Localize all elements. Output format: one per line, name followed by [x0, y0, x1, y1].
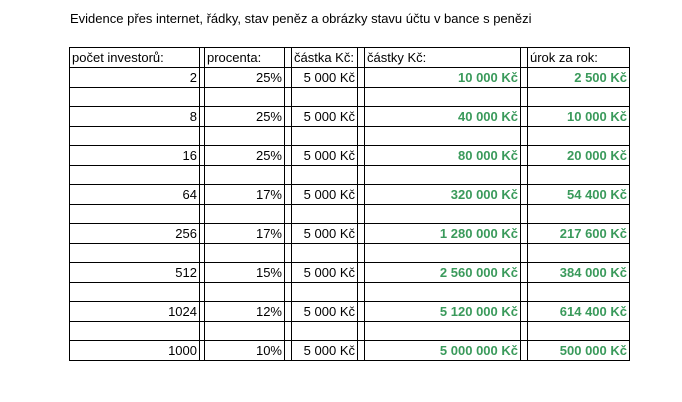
- interest-cell: 217 600 Kč: [528, 224, 630, 244]
- spacer-cell: [521, 48, 528, 68]
- empty-cell: [285, 88, 292, 107]
- empty-row: [70, 322, 630, 341]
- empty-cell: [365, 205, 521, 224]
- spacer-cell: [521, 107, 528, 127]
- empty-cell: [205, 283, 285, 302]
- empty-cell: [285, 322, 292, 341]
- total-cell: 40 000 Kč: [365, 107, 521, 127]
- spacer-cell: [358, 302, 365, 322]
- amount-cell: 5 000 Kč: [292, 68, 358, 88]
- spacer-cell: [521, 146, 528, 166]
- spacer-cell: [521, 263, 528, 283]
- empty-cell: [205, 88, 285, 107]
- empty-cell: [292, 127, 358, 146]
- empty-cell: [205, 205, 285, 224]
- total-cell: 10 000 Kč: [365, 68, 521, 88]
- total-cell: 2 560 000 Kč: [365, 263, 521, 283]
- empty-cell: [285, 244, 292, 263]
- spacer-cell: [358, 224, 365, 244]
- empty-cell: [292, 283, 358, 302]
- total-cell: 1 280 000 Kč: [365, 224, 521, 244]
- spacer-cell: [285, 302, 292, 322]
- empty-cell: [358, 166, 365, 185]
- investors-cell: 64: [70, 185, 200, 205]
- empty-cell: [358, 244, 365, 263]
- empty-cell: [521, 166, 528, 185]
- investors-cell: 256: [70, 224, 200, 244]
- empty-cell: [528, 127, 630, 146]
- table-row: [70, 224, 630, 244]
- spacer-cell: [285, 341, 292, 361]
- empty-cell: [292, 205, 358, 224]
- interest-cell: 614 400 Kč: [528, 302, 630, 322]
- empty-cell: [70, 322, 200, 341]
- spacer-cell: [358, 341, 365, 361]
- empty-cell: [358, 283, 365, 302]
- header-amount: částka Kč:: [292, 48, 358, 68]
- investors-cell: 512: [70, 263, 200, 283]
- empty-cell: [292, 244, 358, 263]
- spacer-cell: [521, 341, 528, 361]
- table-row: [70, 341, 630, 361]
- spacer-cell: [358, 185, 365, 205]
- spacer-cell: [358, 68, 365, 88]
- percent-cell: 12%: [205, 302, 285, 322]
- interest-cell: 10 000 Kč: [528, 107, 630, 127]
- amount-cell: 5 000 Kč: [292, 341, 358, 361]
- header-row: [70, 48, 630, 68]
- investors-cell: 8: [70, 107, 200, 127]
- interest-cell: 2 500 Kč: [528, 68, 630, 88]
- empty-row: [70, 127, 630, 146]
- spacer-cell: [285, 263, 292, 283]
- total-cell: 5 000 000 Kč: [365, 341, 521, 361]
- amount-cell: 5 000 Kč: [292, 146, 358, 166]
- spacer-cell: [285, 146, 292, 166]
- empty-cell: [521, 88, 528, 107]
- percent-cell: 25%: [205, 68, 285, 88]
- percent-cell: 25%: [205, 146, 285, 166]
- empty-row: [70, 283, 630, 302]
- table-row: [70, 302, 630, 322]
- empty-cell: [365, 244, 521, 263]
- percent-cell: 25%: [205, 107, 285, 127]
- investors-cell: 2: [70, 68, 200, 88]
- amount-cell: 5 000 Kč: [292, 107, 358, 127]
- empty-row: [70, 166, 630, 185]
- spacer-cell: [358, 146, 365, 166]
- spacer-cell: [285, 107, 292, 127]
- empty-cell: [70, 205, 200, 224]
- empty-cell: [292, 88, 358, 107]
- spacer-cell: [285, 48, 292, 68]
- investors-cell: 16: [70, 146, 200, 166]
- interest-cell: 20 000 Kč: [528, 146, 630, 166]
- interest-cell: 384 000 Kč: [528, 263, 630, 283]
- spacer-cell: [521, 224, 528, 244]
- empty-cell: [521, 244, 528, 263]
- empty-cell: [365, 322, 521, 341]
- empty-cell: [528, 244, 630, 263]
- empty-cell: [70, 244, 200, 263]
- empty-cell: [205, 244, 285, 263]
- empty-cell: [528, 283, 630, 302]
- empty-cell: [358, 127, 365, 146]
- empty-cell: [521, 322, 528, 341]
- investment-table: [69, 47, 630, 361]
- empty-row: [70, 244, 630, 263]
- spacer-cell: [285, 68, 292, 88]
- empty-cell: [70, 166, 200, 185]
- empty-row: [70, 88, 630, 107]
- total-cell: 5 120 000 Kč: [365, 302, 521, 322]
- amount-cell: 5 000 Kč: [292, 302, 358, 322]
- total-cell: 80 000 Kč: [365, 146, 521, 166]
- empty-cell: [521, 127, 528, 146]
- spacer-cell: [358, 48, 365, 68]
- spacer-cell: [285, 185, 292, 205]
- amount-cell: 5 000 Kč: [292, 263, 358, 283]
- empty-cell: [521, 283, 528, 302]
- empty-cell: [365, 166, 521, 185]
- empty-row: [70, 205, 630, 224]
- spacer-cell: [521, 185, 528, 205]
- spacer-cell: [358, 107, 365, 127]
- empty-cell: [70, 88, 200, 107]
- empty-cell: [205, 127, 285, 146]
- amount-cell: 5 000 Kč: [292, 185, 358, 205]
- header-total: částky Kč:: [365, 48, 521, 68]
- table-row: [70, 68, 630, 88]
- empty-cell: [292, 166, 358, 185]
- interest-cell: 54 400 Kč: [528, 185, 630, 205]
- empty-cell: [358, 322, 365, 341]
- empty-cell: [528, 322, 630, 341]
- document-heading: Evidence přes internet, řádky, stav peněz a obrázky stavu účtu v bance s penězi: [70, 11, 532, 26]
- amount-cell: 5 000 Kč: [292, 224, 358, 244]
- empty-cell: [528, 166, 630, 185]
- spacer-cell: [358, 263, 365, 283]
- header-percent: procenta:: [205, 48, 285, 68]
- empty-cell: [285, 127, 292, 146]
- spacer-cell: [285, 224, 292, 244]
- empty-cell: [205, 322, 285, 341]
- empty-cell: [358, 88, 365, 107]
- percent-cell: 17%: [205, 224, 285, 244]
- empty-cell: [285, 166, 292, 185]
- header-interest: úrok za rok:: [528, 48, 630, 68]
- percent-cell: 15%: [205, 263, 285, 283]
- investors-cell: 1000: [70, 341, 200, 361]
- percent-cell: 17%: [205, 185, 285, 205]
- table-row: [70, 185, 630, 205]
- total-cell: 320 000 Kč: [365, 185, 521, 205]
- empty-cell: [70, 283, 200, 302]
- spacer-cell: [521, 68, 528, 88]
- empty-cell: [528, 205, 630, 224]
- table-row: [70, 107, 630, 127]
- interest-cell: 500 000 Kč: [528, 341, 630, 361]
- empty-cell: [285, 283, 292, 302]
- table-row: [70, 263, 630, 283]
- empty-cell: [365, 88, 521, 107]
- empty-cell: [70, 127, 200, 146]
- empty-cell: [365, 283, 521, 302]
- header-investors: počet investorů:: [70, 48, 200, 68]
- empty-cell: [358, 205, 365, 224]
- investors-cell: 1024: [70, 302, 200, 322]
- empty-cell: [528, 88, 630, 107]
- empty-cell: [285, 205, 292, 224]
- spacer-cell: [521, 302, 528, 322]
- empty-cell: [292, 322, 358, 341]
- empty-cell: [205, 166, 285, 185]
- empty-cell: [365, 127, 521, 146]
- table-row: [70, 146, 630, 166]
- percent-cell: 10%: [205, 341, 285, 361]
- empty-cell: [521, 205, 528, 224]
